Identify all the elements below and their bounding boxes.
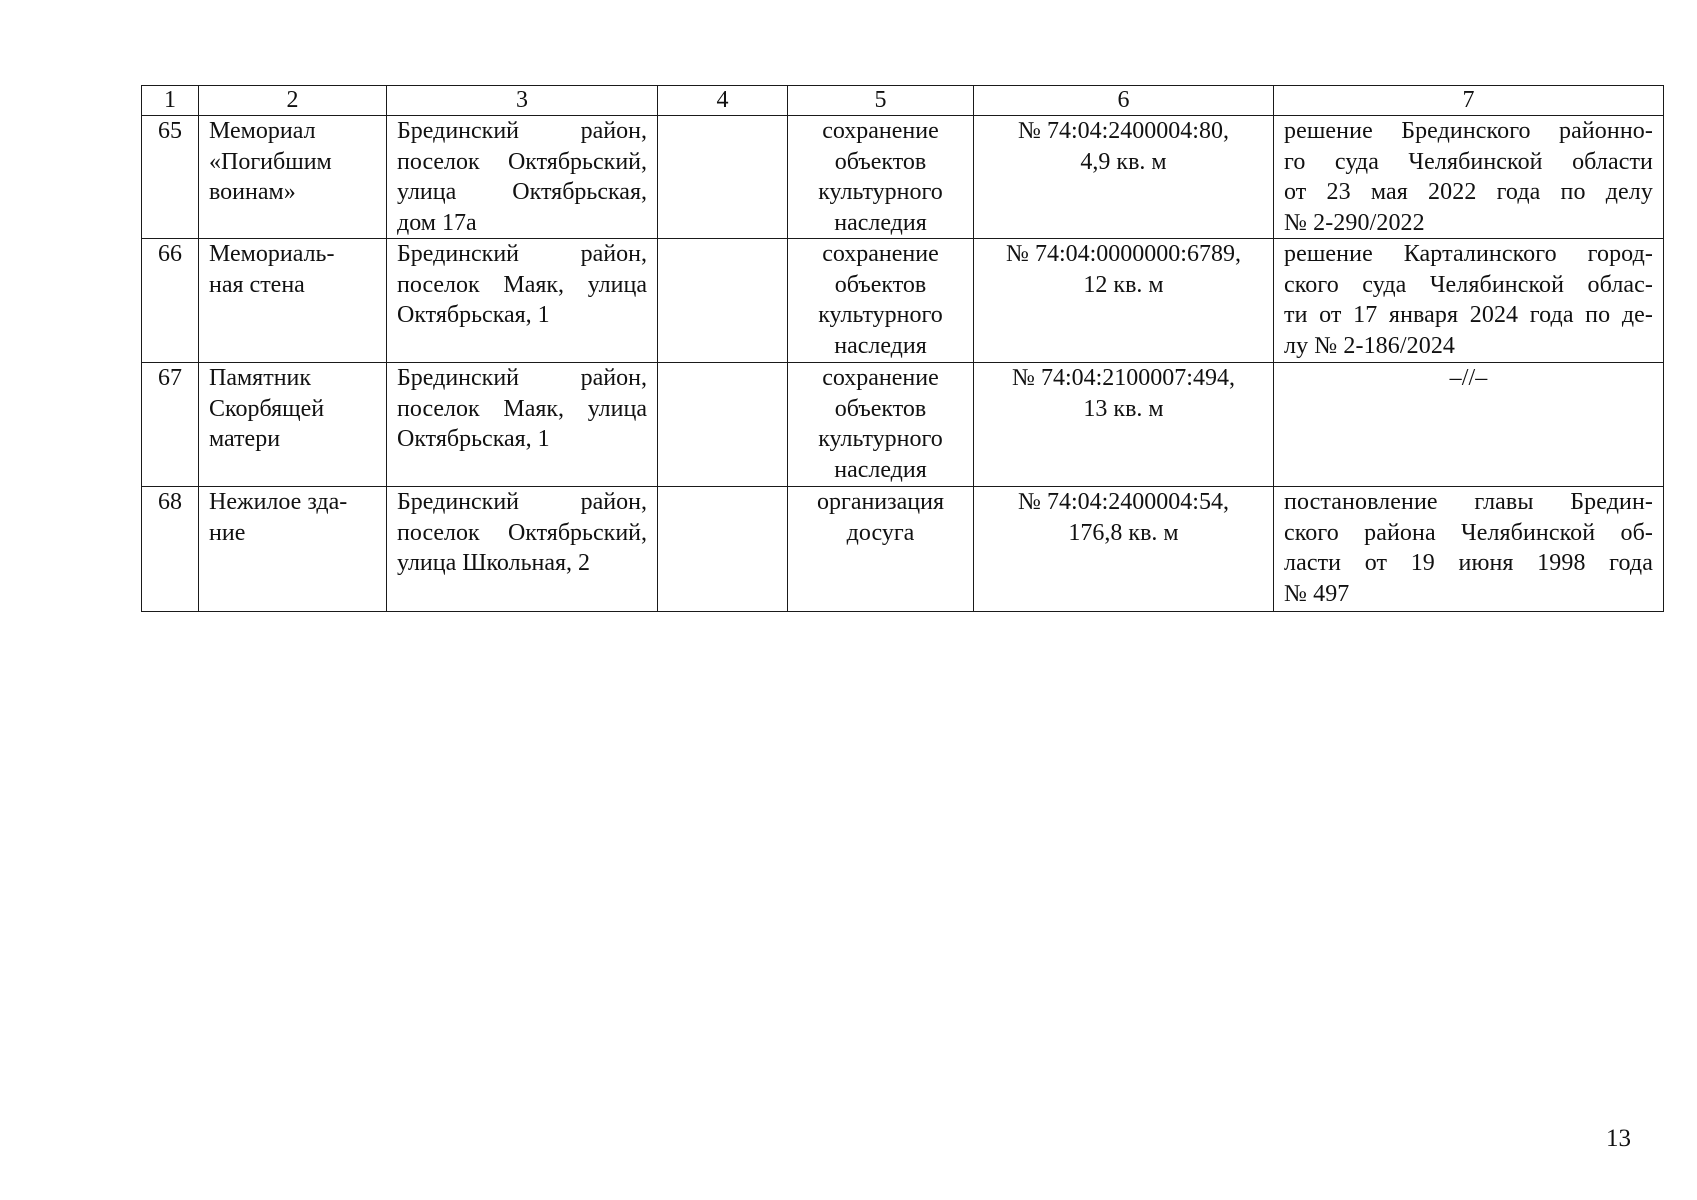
- purpose-line: досуга: [846, 519, 915, 546]
- cadastral-cell: [974, 487, 1274, 612]
- purpose-line: культурного: [818, 302, 943, 328]
- cadastral-number: № 74:04:2400004:80,: [1018, 118, 1229, 144]
- legal-basis-cell: [1274, 116, 1664, 239]
- column-header: 2: [199, 86, 387, 116]
- column-header: 7: [1274, 86, 1664, 116]
- address-line: поселок Октябрьский,: [397, 148, 647, 175]
- purpose-cell: [788, 116, 974, 239]
- table-row: [142, 239, 1664, 363]
- address-line: Октябрьская, 1: [397, 426, 550, 452]
- purpose-line: объектов: [834, 395, 927, 422]
- address-cell: [387, 239, 658, 363]
- legal-basis-line: № 497: [1284, 580, 1350, 607]
- object-name-line: Нежилое зда-: [209, 489, 348, 515]
- address-cell: [387, 363, 658, 487]
- address-cell: [387, 487, 658, 612]
- address-line: Брединский район,: [397, 241, 647, 267]
- cadastral-number: № 74:04:2400004:54,: [1018, 489, 1229, 515]
- cadastral-number: № 74:04:2100007:494,: [1012, 365, 1235, 391]
- purpose-line: объектов: [834, 271, 927, 298]
- column-header: 1: [142, 86, 199, 116]
- legal-basis-line: № 2-290/2022: [1284, 209, 1425, 236]
- legal-basis-line: решение Карталинского город-: [1284, 241, 1653, 267]
- legal-basis-line: постановление главы Бредин-: [1284, 489, 1653, 515]
- page-number: 13: [1606, 1125, 1631, 1152]
- column-4-cell: [658, 487, 788, 612]
- legal-basis-line: от 23 мая 2022 года по делу: [1284, 179, 1653, 205]
- column-header: 5: [788, 86, 974, 116]
- cadastral-number: № 74:04:0000000:6789,: [1006, 241, 1241, 267]
- purpose-cell: [788, 363, 974, 487]
- object-name-cell: [199, 239, 387, 363]
- purpose-line: сохранение: [822, 118, 939, 144]
- purpose-cell: [788, 239, 974, 363]
- table-row: [142, 487, 1664, 612]
- purpose-line: наследия: [834, 209, 927, 236]
- purpose-line: объектов: [834, 148, 927, 175]
- legal-basis-line: ского района Челябинской об-: [1284, 519, 1653, 546]
- purpose-line: организация: [816, 489, 945, 515]
- legal-basis-cell: [1274, 239, 1664, 363]
- cadastral-cell: [974, 363, 1274, 487]
- row-number: 67: [142, 363, 199, 487]
- purpose-cell: [788, 487, 974, 612]
- address-line: Брединский район,: [397, 365, 647, 391]
- address-line: Брединский район,: [397, 118, 647, 144]
- cadastral-cell: [974, 116, 1274, 239]
- legal-basis-line: лу № 2-186/2024: [1284, 332, 1456, 359]
- address-line: поселок Октябрьский,: [397, 519, 647, 546]
- address-line: дом 17а: [397, 209, 477, 236]
- column-4-cell: [658, 239, 788, 363]
- object-name-line: Мемориал: [209, 118, 316, 144]
- column-header: 4: [658, 86, 788, 116]
- table-row: [142, 116, 1664, 239]
- object-name-cell: [199, 363, 387, 487]
- column-4-cell: [658, 363, 788, 487]
- address-cell: [387, 116, 658, 239]
- object-name-line: Скорбящей: [209, 395, 325, 422]
- address-line: поселок Маяк, улица: [397, 395, 647, 422]
- legal-basis-cell: [1274, 363, 1664, 487]
- table-row: [142, 363, 1664, 487]
- address-line: улица Школьная, 2: [397, 550, 591, 576]
- legal-basis-line: ти от 17 января 2024 года по де-: [1284, 302, 1653, 328]
- object-name-line: воинам»: [209, 179, 296, 205]
- row-number: 66: [142, 239, 199, 363]
- object-name-cell: [199, 487, 387, 612]
- legal-basis-cell: [1274, 487, 1664, 612]
- legal-basis-line: решение Брединского районно-: [1284, 118, 1653, 144]
- column-header: 6: [974, 86, 1274, 116]
- object-name-line: матери: [209, 426, 281, 452]
- object-name-line: «Погибшим: [209, 148, 332, 175]
- purpose-line: наследия: [834, 332, 927, 359]
- purpose-line: наследия: [834, 456, 927, 483]
- column-header: 3: [387, 86, 658, 116]
- row-number: 68: [142, 487, 199, 612]
- purpose-line: сохранение: [822, 241, 939, 267]
- area-value: 13 кв. м: [1083, 395, 1164, 422]
- column-4-cell: [658, 116, 788, 239]
- address-line: Октябрьская, 1: [397, 302, 550, 328]
- object-name-line: ная стена: [209, 271, 305, 298]
- object-name-cell: [199, 116, 387, 239]
- object-name-line: Мемориаль-: [209, 241, 335, 267]
- purpose-line: культурного: [818, 179, 943, 205]
- legal-basis-line: ского суда Челябинской облас-: [1284, 271, 1653, 298]
- object-name-line: ние: [209, 519, 246, 546]
- address-line: улица Октябрьская,: [397, 179, 647, 205]
- property-table: [141, 85, 1664, 612]
- cadastral-cell: [974, 239, 1274, 363]
- table-header-row: [142, 86, 1664, 116]
- address-line: поселок Маяк, улица: [397, 271, 647, 298]
- legal-basis-line: го суда Челябинской области: [1284, 148, 1653, 175]
- address-line: Брединский район,: [397, 489, 647, 515]
- ditto-mark: –//–: [1449, 365, 1488, 391]
- area-value: 176,8 кв. м: [1068, 519, 1179, 546]
- legal-basis-line: ласти от 19 июня 1998 года: [1284, 550, 1653, 576]
- area-value: 4,9 кв. м: [1080, 148, 1167, 175]
- area-value: 12 кв. м: [1083, 271, 1164, 298]
- purpose-line: культурного: [818, 426, 943, 452]
- row-number: 65: [142, 116, 199, 239]
- purpose-line: сохранение: [822, 365, 939, 391]
- object-name-line: Памятник: [209, 365, 312, 391]
